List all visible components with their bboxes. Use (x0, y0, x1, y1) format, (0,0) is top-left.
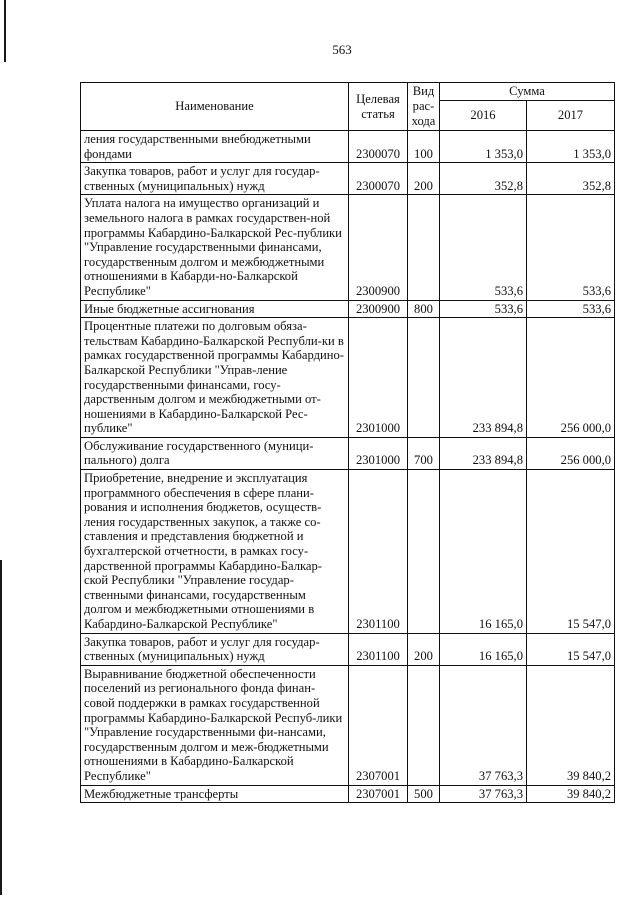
header-year-2016: 2016 (440, 101, 527, 131)
table-row (81, 318, 615, 438)
header-kind: Вид рас-хода (408, 83, 440, 131)
row-code: 2301000 (349, 318, 408, 438)
row-sum-2017: 39 840,2 (527, 665, 615, 785)
row-name: Закупка товаров, работ и услуг для государ-ственных (муниципальных) нужд (81, 633, 349, 665)
row-name: Закупка товаров, работ и услуг для государ-ственных (муниципальных) нужд (81, 163, 349, 195)
row-kind: 500 (408, 785, 440, 803)
row-code: 2300900 (349, 300, 408, 318)
row-sum-2017: 15 547,0 (527, 470, 615, 634)
row-kind: 200 (408, 633, 440, 665)
table-header (81, 83, 615, 131)
table-row (81, 665, 615, 785)
header-name: Наименование (81, 83, 349, 131)
row-kind (408, 470, 440, 634)
row-kind: 100 (408, 131, 440, 163)
row-name: Приобретение, внедрение и эксплуатация программного обеспечения в сфере плани-рования и исполнения бюджетов, осуществ-ления государственных закупок, а также со-ставления и представления бюджетной и бухгалтерской отчетности, в рамках госу-дарственной программы Кабардино-Балкар-ской Республики "Управление государ-ственными финансами, государственным долгом и межбюджетными отношениями в Кабардино-Балкарской Республике" (81, 470, 349, 634)
row-code: 2300070 (349, 163, 408, 195)
row-sum-2017: 352,8 (527, 163, 615, 195)
row-name: Иные бюджетные ассигнования (81, 300, 349, 318)
row-name: Процентные платежи по долговым обяза-тельствам Кабардино-Балкарской Республи-ки в рамках государственной программы Кабардино-Балкарской Республики "Управ-ление государственными финансами, госу-дарственным долгом и межбюджетными от-ношениями в Кабардино-Балкарской Рес-публике" (81, 318, 349, 438)
row-sum-2017: 256 000,0 (527, 318, 615, 438)
row-sum-2016: 37 763,3 (440, 785, 527, 803)
row-code: 2301100 (349, 470, 408, 634)
row-sum-2016: 533,6 (440, 195, 527, 300)
row-sum-2017: 15 547,0 (527, 633, 615, 665)
table-row (81, 633, 615, 665)
row-code: 2300900 (349, 195, 408, 300)
row-sum-2016: 37 763,3 (440, 665, 527, 785)
row-code: 2300070 (349, 131, 408, 163)
row-sum-2016: 16 165,0 (440, 633, 527, 665)
row-name: Уплата налога на имущество организаций и земельного налога в рамках государствен-ной программы Кабардино-Балкарской Рес-публики "Управление государственными финансами, государственным долгом и межбюджетными отношениями в Кабарди-но-Балкарской Республике" (81, 195, 349, 300)
header-sum: Сумма (440, 83, 615, 101)
row-sum-2017: 1 353,0 (527, 131, 615, 163)
row-kind: 700 (408, 437, 440, 469)
row-code: 2307001 (349, 665, 408, 785)
row-sum-2016: 233 894,8 (440, 318, 527, 438)
table-row (81, 785, 615, 803)
row-sum-2017: 533,6 (527, 195, 615, 300)
row-sum-2016: 533,6 (440, 300, 527, 318)
row-name: ления государственными внебюджетными фондами (81, 131, 349, 163)
row-name: Межбюджетные трансферты (81, 785, 349, 803)
row-sum-2017: 256 000,0 (527, 437, 615, 469)
row-kind: 200 (408, 163, 440, 195)
row-kind: 800 (408, 300, 440, 318)
row-kind (408, 195, 440, 300)
row-sum-2016: 352,8 (440, 163, 527, 195)
scan-edge-mark (4, 0, 6, 62)
row-sum-2016: 16 165,0 (440, 470, 527, 634)
row-sum-2017: 39 840,2 (527, 785, 615, 803)
row-name: Выравнивание бюджетной обеспеченности поселений из регионального фонда финан-совой поддержки в рамках государственной программы Кабардино-Балкарской Респуб-лики "Управление государственными фи-нансами, государственным долгом и меж-бюджетными отношениями в Кабардино-Балкарской Республике" (81, 665, 349, 785)
table-row (81, 163, 615, 195)
row-code: 2301000 (349, 437, 408, 469)
row-name: Обслуживание государственного (муници-пального) долга (81, 437, 349, 469)
table-row (81, 437, 615, 469)
row-sum-2016: 1 353,0 (440, 131, 527, 163)
table-row (81, 300, 615, 318)
row-code: 2301100 (349, 633, 408, 665)
table-row (81, 195, 615, 300)
table-row (81, 131, 615, 163)
row-sum-2017: 533,6 (527, 300, 615, 318)
header-year-2017: 2017 (527, 101, 615, 131)
row-kind (408, 665, 440, 785)
page-number: 563 (332, 42, 352, 57)
scan-edge-mark (0, 560, 2, 895)
header-code: Целевая статья (349, 83, 408, 131)
row-sum-2016: 233 894,8 (440, 437, 527, 469)
budget-table (80, 82, 615, 803)
row-code: 2307001 (349, 785, 408, 803)
table-row (81, 470, 615, 634)
row-kind (408, 318, 440, 438)
